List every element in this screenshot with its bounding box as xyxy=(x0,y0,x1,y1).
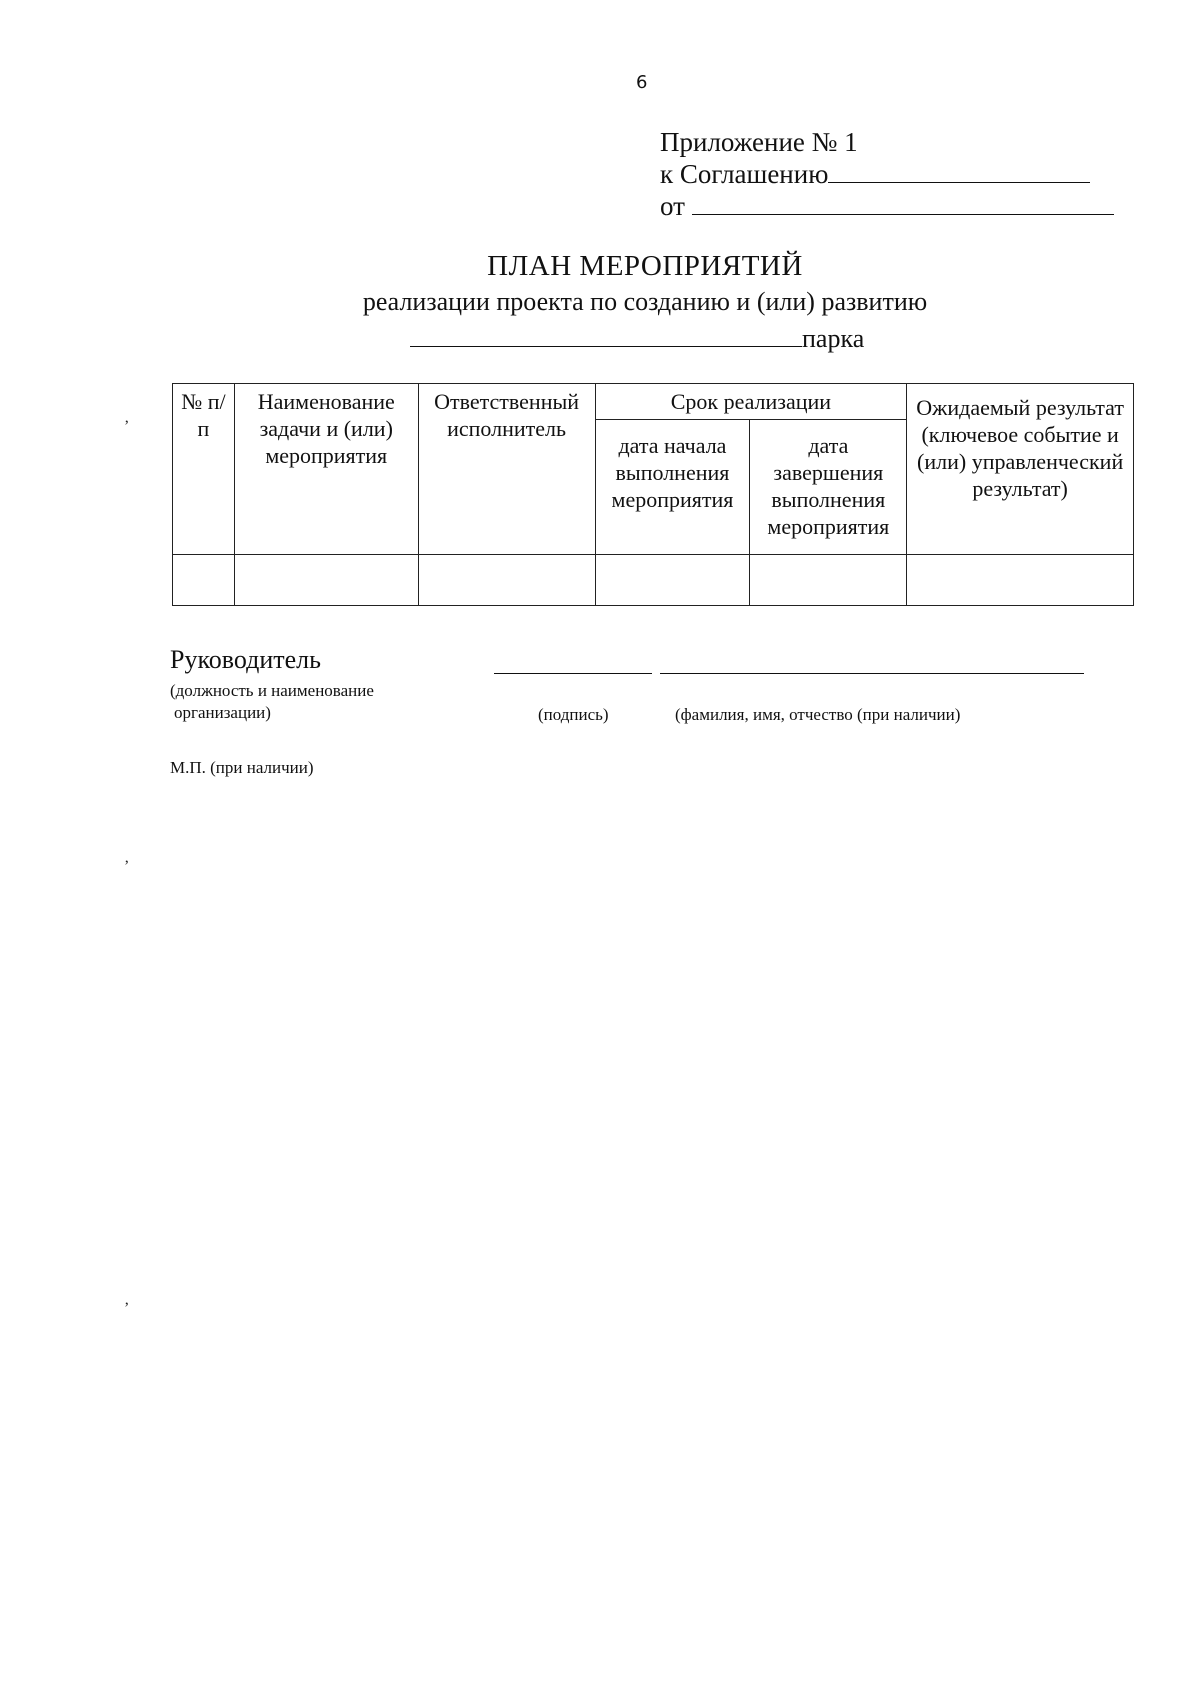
table-cell[interactable] xyxy=(418,555,595,606)
table-cell[interactable] xyxy=(234,555,418,606)
title-main: ПЛАН МЕРОПРИЯТИЙ xyxy=(487,250,803,282)
scan-mark: ’ xyxy=(124,1300,130,1317)
scan-mark: ’ xyxy=(124,418,130,435)
plan-table xyxy=(172,383,1134,606)
agreement-line xyxy=(660,158,1114,190)
header-task: Наименование задачи и (или) мероприятия xyxy=(234,384,418,555)
signature-blank xyxy=(494,673,652,674)
table-row xyxy=(173,555,1134,606)
document-title xyxy=(0,250,1200,317)
full-name-blank xyxy=(660,673,1084,674)
agreement-number-blank xyxy=(828,158,1090,183)
date-line xyxy=(660,190,1114,222)
position-note xyxy=(170,680,374,724)
agreement-date-blank xyxy=(692,190,1114,215)
park-name-blank xyxy=(410,322,802,347)
header-responsible: Ответственный исполнитель xyxy=(418,384,595,555)
appendix-title-line xyxy=(660,126,1114,158)
header-end-date: дата завершения выполнения мероприятия xyxy=(750,420,907,555)
position-note-line1: (должность и наименование xyxy=(170,681,374,700)
header-result: Ожидаемый результат (ключевое событие и (или) управленческий результат) xyxy=(907,384,1134,555)
signature-caption: (подпись) xyxy=(538,705,609,724)
table-cell[interactable] xyxy=(173,555,235,606)
position-note-line2: организации) xyxy=(174,703,271,722)
table-cell[interactable] xyxy=(750,555,907,606)
header-start-date: дата начала выполнения мероприятия xyxy=(595,420,750,555)
head-label: Руководитель xyxy=(170,645,321,674)
appendix-block xyxy=(660,126,1114,222)
table-cell[interactable] xyxy=(595,555,750,606)
header-num: № п/п xyxy=(173,384,235,555)
title-subtitle: реализации проекта по созданию и (или) развитию xyxy=(362,287,928,316)
agreement-label: к Соглашению xyxy=(660,159,829,189)
header-term: Срок реализации xyxy=(595,384,907,420)
park-name-line xyxy=(410,322,864,354)
date-label: от xyxy=(660,191,685,221)
table-cell[interactable] xyxy=(907,555,1134,606)
scan-mark: ’ xyxy=(124,858,130,875)
stamp-label: М.П. (при наличии) xyxy=(170,758,314,777)
appendix-title: Приложение № 1 xyxy=(660,127,858,157)
page-number: 6 xyxy=(636,72,648,93)
full-name-caption: (фамилия, имя, отчество (при наличии) xyxy=(675,705,961,724)
table-header-row xyxy=(173,384,1134,420)
signature-block xyxy=(170,645,1130,785)
park-label: парка xyxy=(802,324,865,353)
